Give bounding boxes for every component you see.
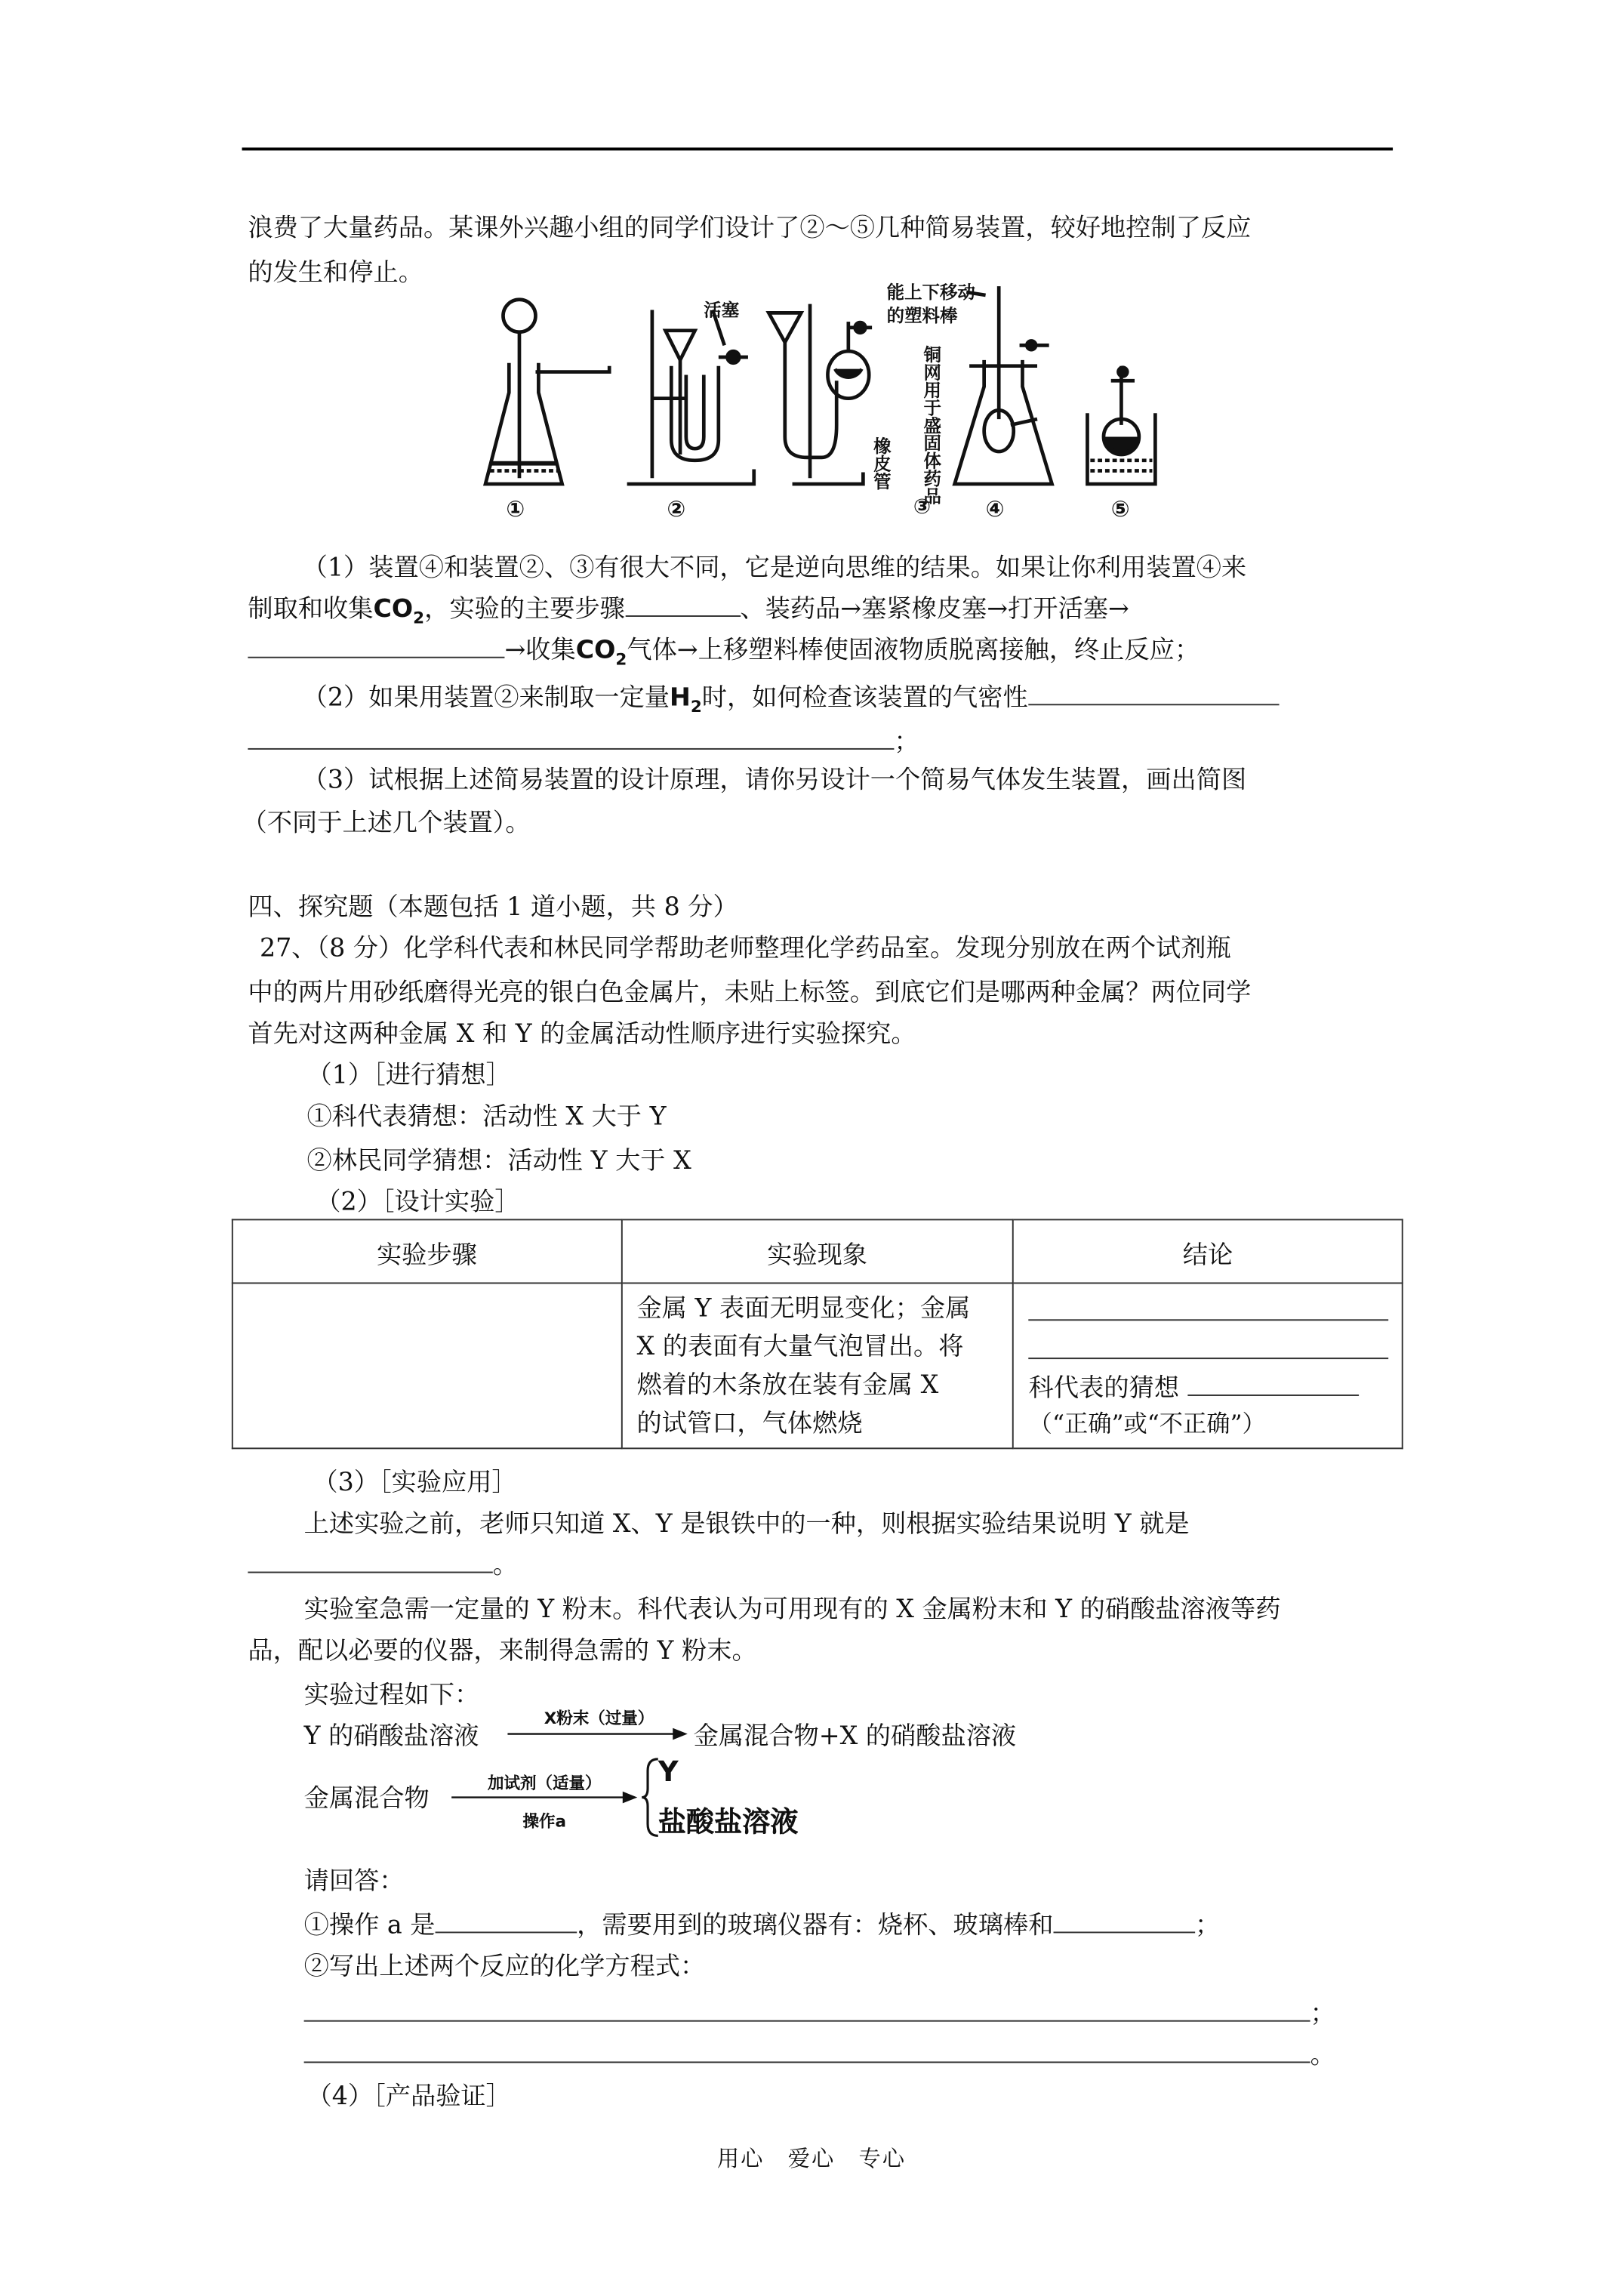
label-number-5: ⑤	[1110, 496, 1130, 522]
answer-blank-airtight-2[interactable]	[248, 725, 894, 750]
co2-main-2: CO	[575, 636, 616, 666]
answer-blank-conclusion-1[interactable]	[1029, 1296, 1389, 1321]
apply-line-2-end: 。	[492, 1551, 519, 1581]
table-header-steps: 实验步骤	[233, 1219, 621, 1283]
q26-p1-text-3: 、装药品→塞紧橡皮塞→打开活塞→	[740, 594, 1129, 624]
apparatus-2-icon	[627, 310, 754, 484]
design-heading: （2）［设计实验］	[316, 1188, 520, 1218]
answer-blank-step-1[interactable]	[625, 592, 740, 617]
q27-line-3: 首先对这两种金属 X 和 Y 的金属活动性顺序进行实验探究。	[248, 1019, 916, 1049]
h2-sub: 2	[690, 697, 702, 717]
apply-line-4: 品，配以必要的仪器，来制得急需的 Y 粉末。	[248, 1636, 757, 1666]
table-header-observation: 实验现象	[621, 1219, 1013, 1283]
q26-p3-line-2: （不同于上述几个装置）。	[242, 809, 531, 839]
apparatus-5-icon	[1087, 366, 1155, 484]
co2-formula-2	[575, 636, 627, 670]
question-a-text-2: ，需要用到的玻璃仪器有：烧杯、玻璃棒和	[577, 1911, 1054, 1941]
label-rod-2: 的塑料棒	[886, 305, 958, 327]
section-4-title: 四、探究题（本题包括 1 道小题，共 8 分）	[248, 892, 738, 923]
q26-p2-line-2	[248, 720, 919, 757]
label-number-3: ③	[913, 495, 932, 519]
guess-2: ②林民同学猜想：活动性 Y 大于 X	[306, 1146, 691, 1176]
answer-blank-glassware[interactable]	[1053, 1908, 1195, 1933]
table-cell-steps[interactable]	[233, 1283, 621, 1448]
question-a-text: ①操作 a 是	[303, 1911, 436, 1941]
intro-line-1: 浪费了大量药品。某课外兴趣小组的同学们设计了②～⑤几种简易装置，较好地控制了反应	[248, 214, 1252, 244]
guess-heading: （1）［进行猜想］	[306, 1061, 511, 1091]
question-b: ②写出上述两个反应的化学方程式：	[303, 1952, 706, 1982]
question-a-end: ；	[1195, 1911, 1221, 1941]
q26-p3-line-1: （3）试根据上述简易装置的设计原理，请你另设计一个简易气体发生装置，画出简图	[302, 766, 1247, 796]
answer-blank-guess-correct[interactable]	[1188, 1371, 1360, 1396]
q27-line-2: 中的两片用砂纸磨得光亮的银白色金属片，未贴上标签。到底它们是哪两种金属？两位同学	[248, 978, 1252, 1008]
intro-line-2: 的发生和停止。	[248, 258, 423, 288]
q26-p1-line-2	[248, 587, 1129, 628]
table-header-conclusion: 结论	[1013, 1219, 1403, 1283]
answer-blank-airtight-1[interactable]	[1028, 680, 1279, 705]
table-header-row	[233, 1219, 1403, 1283]
answer-blank-metal-y[interactable]	[248, 1548, 492, 1573]
co2-formula	[373, 594, 425, 628]
q26-p1-line-1: （1）装置④和装置②、③有很大不同，它是逆向思维的结果。如果让你利用装置④来	[302, 553, 1247, 584]
table-row	[233, 1283, 1403, 1448]
reaction-2-output-2: 盐酸盐溶液	[658, 1806, 799, 1839]
ask-text: 请回答：	[303, 1866, 405, 1897]
label-valve: 活塞	[704, 299, 740, 321]
question-a	[304, 1903, 1221, 1940]
header-rule	[242, 147, 1394, 150]
reaction-2-arrow-icon	[451, 1790, 640, 1805]
answer-blank-step-2[interactable]	[248, 633, 504, 658]
label-rod-1: 能上下移动	[886, 281, 975, 303]
q26-p2-end: ；	[894, 727, 919, 757]
equation-end-1: ；	[1310, 1999, 1335, 2029]
table-cell-conclusion	[1013, 1283, 1403, 1448]
apparatus-3-icon	[768, 304, 872, 484]
label-number-1: ①	[506, 496, 525, 522]
label-mesh: 铜网用于盛固体药品	[920, 345, 942, 505]
answer-blank-equation-1[interactable]	[304, 1996, 1310, 2021]
equation-end-2: 。	[1310, 2041, 1335, 2071]
q26-p1-line-3	[248, 629, 1200, 670]
equation-line-2	[304, 2033, 1335, 2070]
verify-heading: （4）［产品验证］	[306, 2082, 511, 2112]
apply-heading: （3）［实验应用］	[313, 1468, 517, 1498]
equation-line-1	[304, 1992, 1335, 2029]
reaction-2-output-1: Y	[658, 1755, 679, 1789]
q26-p1-text-5: 气体→上移塑料棒使固液物质脱离接触，终止反应；	[627, 636, 1200, 666]
label-number-2: ②	[667, 496, 686, 522]
reaction-1-arrow-icon	[507, 1727, 690, 1742]
apply-line-2	[248, 1543, 518, 1580]
reaction-1-arrow-label: X粉末（过量）	[544, 1709, 654, 1728]
observation-line: 金属 Y 表面无明显变化；金属	[636, 1294, 971, 1324]
reaction-2-left: 金属混合物	[303, 1783, 430, 1814]
conclusion-hint: （“正确”或“不正确”）	[1028, 1409, 1266, 1438]
reaction-1-right: 金属混合物+X 的硝酸盐溶液	[693, 1721, 1017, 1752]
co2-main: CO	[373, 594, 414, 624]
apply-line-3: 实验室急需一定量的 Y 粉末。科代表认为可用现有的 X 金属粉末和 Y 的硝酸盐溶液等药	[303, 1595, 1281, 1625]
apply-line-1: 上述实验之前，老师只知道 X、Y 是银铁中的一种，则根据实验结果说明 Y 就是	[303, 1509, 1190, 1539]
reaction-2-arrow-bottom: 操作a	[522, 1812, 566, 1832]
apparatus-figure	[479, 277, 1158, 537]
label-tube: 橡皮管	[870, 436, 892, 490]
q26-p2-text-2: 时，如何检查该装置的气密性	[701, 683, 1028, 713]
q27-line-1: 27、（8 分）化学科代表和林民同学帮助老师整理化学药品室。发现分别放在两个试剂瓶	[259, 934, 1231, 964]
apply-line-5: 实验过程如下：	[303, 1681, 480, 1711]
observation-line: 的试管口，气体燃烧	[636, 1409, 863, 1439]
q26-p1-text: 制取和收集	[248, 594, 374, 624]
answer-blank-operation[interactable]	[435, 1908, 577, 1933]
observation-line: 燃着的木条放在装有金属 X	[636, 1370, 939, 1401]
apparatus-1-icon	[485, 300, 609, 484]
answer-blank-conclusion-2[interactable]	[1029, 1334, 1389, 1359]
q26-p1-text-4: →收集	[504, 636, 576, 666]
page-footer: 用心 爱心 专心	[716, 2145, 907, 2173]
table-cell-observation	[621, 1283, 1013, 1448]
conclusion-label: 科代表的猜想	[1028, 1373, 1180, 1404]
label-number-4: ④	[985, 496, 1005, 522]
answer-blank-equation-2[interactable]	[304, 2038, 1310, 2063]
reaction-1-left: Y 的硝酸盐溶液	[303, 1721, 479, 1752]
co2-sub-2: 2	[615, 649, 627, 670]
q26-p2-text: （2）如果用装置②来制取一定量	[302, 683, 670, 713]
experiment-table	[232, 1219, 1403, 1449]
h2-formula	[670, 683, 702, 717]
guess-1: ①科代表猜想：活动性 X 大于 Y	[306, 1102, 667, 1133]
h2-main: H	[670, 683, 691, 713]
q26-p1-text-2: ，实验的主要步骤	[424, 594, 625, 624]
co2-sub: 2	[413, 609, 425, 628]
reaction-2-arrow-top: 加试剂（适量）	[487, 1774, 602, 1793]
q26-p2-line-1	[303, 676, 1279, 717]
apparatus-4-icon	[955, 286, 1052, 484]
observation-line: X 的表面有大量气泡冒出。将	[636, 1332, 964, 1363]
